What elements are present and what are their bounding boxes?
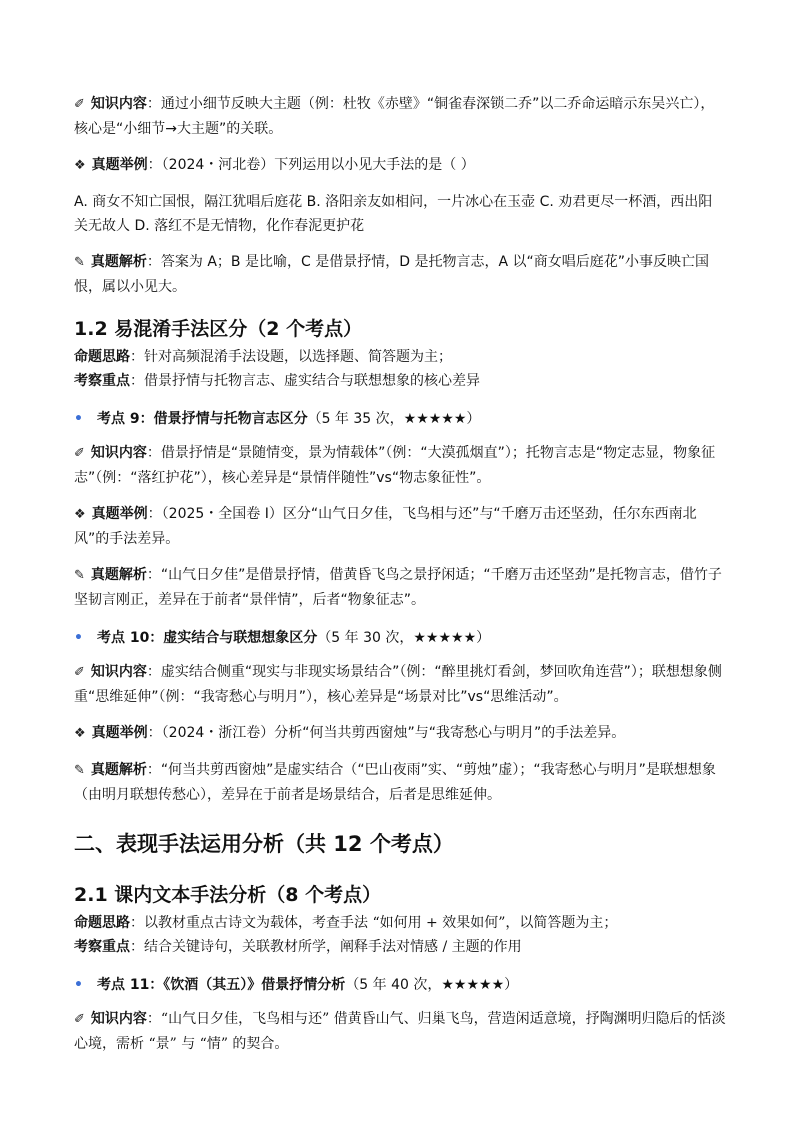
- knowledge-content: [74, 660, 726, 709]
- pencil-icon: ✐: [74, 97, 85, 112]
- knowledge-content: [74, 1007, 726, 1056]
- pen-icon: ✎: [74, 568, 85, 583]
- exam-analysis-text: ：“山气日夕佳”是借景抒情，借黄昏飞鸟之景抒闲适；“千磨万击还坚劲”是托物言志，借竹子坚韧言刚正，差异在于前者“景伴情”，后者“物象征志”。: [74, 567, 722, 608]
- approach-text: ：针对高频混淆手法设题，以选择题、简答题为主；: [130, 349, 452, 365]
- approach-label: 命题思路: [74, 349, 130, 365]
- section-title-2-1: 2.1 课内文本手法分析（8 个考点）: [74, 884, 382, 906]
- focus-text: ：借景抒情与托物言志、虚实结合与联想想象的核心差异: [130, 373, 480, 389]
- exam-example: [74, 153, 726, 178]
- knowledge-point-11: [74, 973, 726, 997]
- chapter-title-2: 二、表现手法运用分析（共 12 个考点）: [74, 832, 454, 856]
- kp-title: 考点 10：虚实结合与联想想象区分: [96, 630, 318, 646]
- kp-meta: （5 年 35 次，★★★★★）: [307, 411, 481, 427]
- focus-text: ：结合关键诗句，关联教材所学，阐释手法对情感 / 主题的作用: [130, 939, 522, 955]
- exam-analysis: [74, 563, 726, 612]
- exam-analysis-label: 真题解析: [90, 762, 147, 778]
- knowledge-content-text: ：借景抒情是“景随情变，景为情载体”（例：“大漠孤烟直”）；托物言志是“物定志显，物象征志”（例：“落红护花”），核心差异是“景情伴随性”vs“物志象征性”。: [74, 445, 716, 486]
- exam-example-label: 真题举例: [91, 725, 148, 741]
- section-approach: [74, 911, 726, 935]
- bullet-icon: •: [74, 411, 83, 427]
- exam-analysis: [74, 758, 726, 807]
- knowledge-content: [74, 441, 726, 490]
- kp-meta: （5 年 40 次，★★★★★）: [345, 977, 519, 993]
- exam-analysis-text: ：答案为 A；B 是比喻，C 是借景抒情，D 是托物言志，A 以“商女唱后庭花”小事反映亡国恨，属以小见大。: [74, 254, 709, 295]
- exam-example: [74, 502, 726, 551]
- knowledge-content-label: 知识内容: [90, 1011, 147, 1027]
- diamond-icon: ❖: [74, 726, 86, 741]
- exam-analysis-label: 真题解析: [90, 567, 147, 583]
- focus-label: 考察重点: [74, 939, 130, 955]
- exam-analysis-label: 真题解析: [90, 254, 147, 270]
- knowledge-content-label: 知识内容: [90, 664, 147, 680]
- knowledge-content-label: 知识内容: [90, 96, 147, 112]
- diamond-icon: ❖: [74, 507, 86, 522]
- section-title-1-2: 1.2 易混淆手法区分（2 个考点）: [74, 318, 363, 340]
- exam-analysis-text: ：“何当共剪西窗烛”是虚实结合（“巴山夜雨”实、“剪烛”虚）；“我寄愁心与明月”是联想想象（由明月联想传愁心），差异在于前者是场景结合，后者是思维延伸。: [74, 762, 716, 803]
- kp-meta: （5 年 30 次，★★★★★）: [317, 630, 491, 646]
- section-focus: [74, 369, 726, 393]
- knowledge-content-text: ：虚实结合侧重“现实与非现实场景结合”（例：“醉里挑灯看剑，梦回吹角连营”）；联想想象侧重“思维延伸”（例：“我寄愁心与明月”），核心差异是“场景对比”vs“思维活动”。: [74, 664, 722, 705]
- knowledge-content: [74, 92, 726, 141]
- knowledge-content-text: ：“山气日夕佳，飞鸟相与还” 借黄昏山气、归巢飞鸟，营造闲适意境，抒陶渊明归隐后的恬淡心境，需析 “景” 与 “情” 的契合。: [74, 1011, 726, 1052]
- pen-icon: ✎: [74, 763, 85, 778]
- pencil-icon: ✐: [74, 1012, 85, 1027]
- exam-example-text: ：（2024・河北卷）下列运用以小见大手法的是（ ）: [147, 157, 475, 173]
- approach-label: 命题思路: [74, 915, 130, 931]
- pen-icon: ✎: [74, 255, 85, 270]
- diamond-icon: ❖: [74, 158, 86, 173]
- knowledge-point-10: [74, 626, 726, 650]
- knowledge-point-9: [74, 407, 726, 431]
- exam-example: [74, 721, 726, 746]
- knowledge-content-label: 知识内容: [90, 445, 147, 461]
- focus-label: 考察重点: [74, 373, 130, 389]
- exam-example-label: 真题举例: [91, 157, 148, 173]
- exam-options: A. 商女不知亡国恨，隔江犹唱后庭花 B. 洛阳亲友如相问，一片冰心在玉壶 C. 劝君更尽一杯酒，西出阳关无故人 D. 落红不是无情物，化作春泥更护花: [74, 194, 713, 234]
- kp-title: 考点 9：借景抒情与托物言志区分: [96, 411, 308, 427]
- kp-title: 考点 11：《饮酒（其五）》借景抒情分析: [96, 977, 346, 993]
- knowledge-content-text: ：通过小细节反映大主题（例：杜牧《赤壁》“铜雀春深锁二乔”以二乔命运暗示东吴兴亡），核心是“小细节→大主题”的关联。: [74, 96, 715, 137]
- document-page: [74, 92, 726, 1068]
- pencil-icon: ✐: [74, 665, 85, 680]
- exam-example-label: 真题举例: [91, 506, 148, 522]
- section-approach: [74, 345, 726, 369]
- exam-example-text: ：（2025・全国卷 Ⅰ）区分“山气日夕佳，飞鸟相与还”与“千磨万击还坚劲，任尔东西南北风”的手法差异。: [74, 506, 697, 547]
- approach-text: ：以教材重点古诗文为载体，考查手法 “如何用 + 效果如何”，以简答题为主；: [130, 915, 618, 931]
- bullet-icon: •: [74, 977, 83, 993]
- pencil-icon: ✐: [74, 446, 85, 461]
- bullet-icon: •: [74, 630, 83, 646]
- exam-analysis: [74, 250, 726, 299]
- section-focus: [74, 935, 726, 959]
- exam-example-text: ：（2024・浙江卷）分析“何当共剪西窗烛”与“我寄愁心与明月”的手法差异。: [147, 725, 626, 741]
